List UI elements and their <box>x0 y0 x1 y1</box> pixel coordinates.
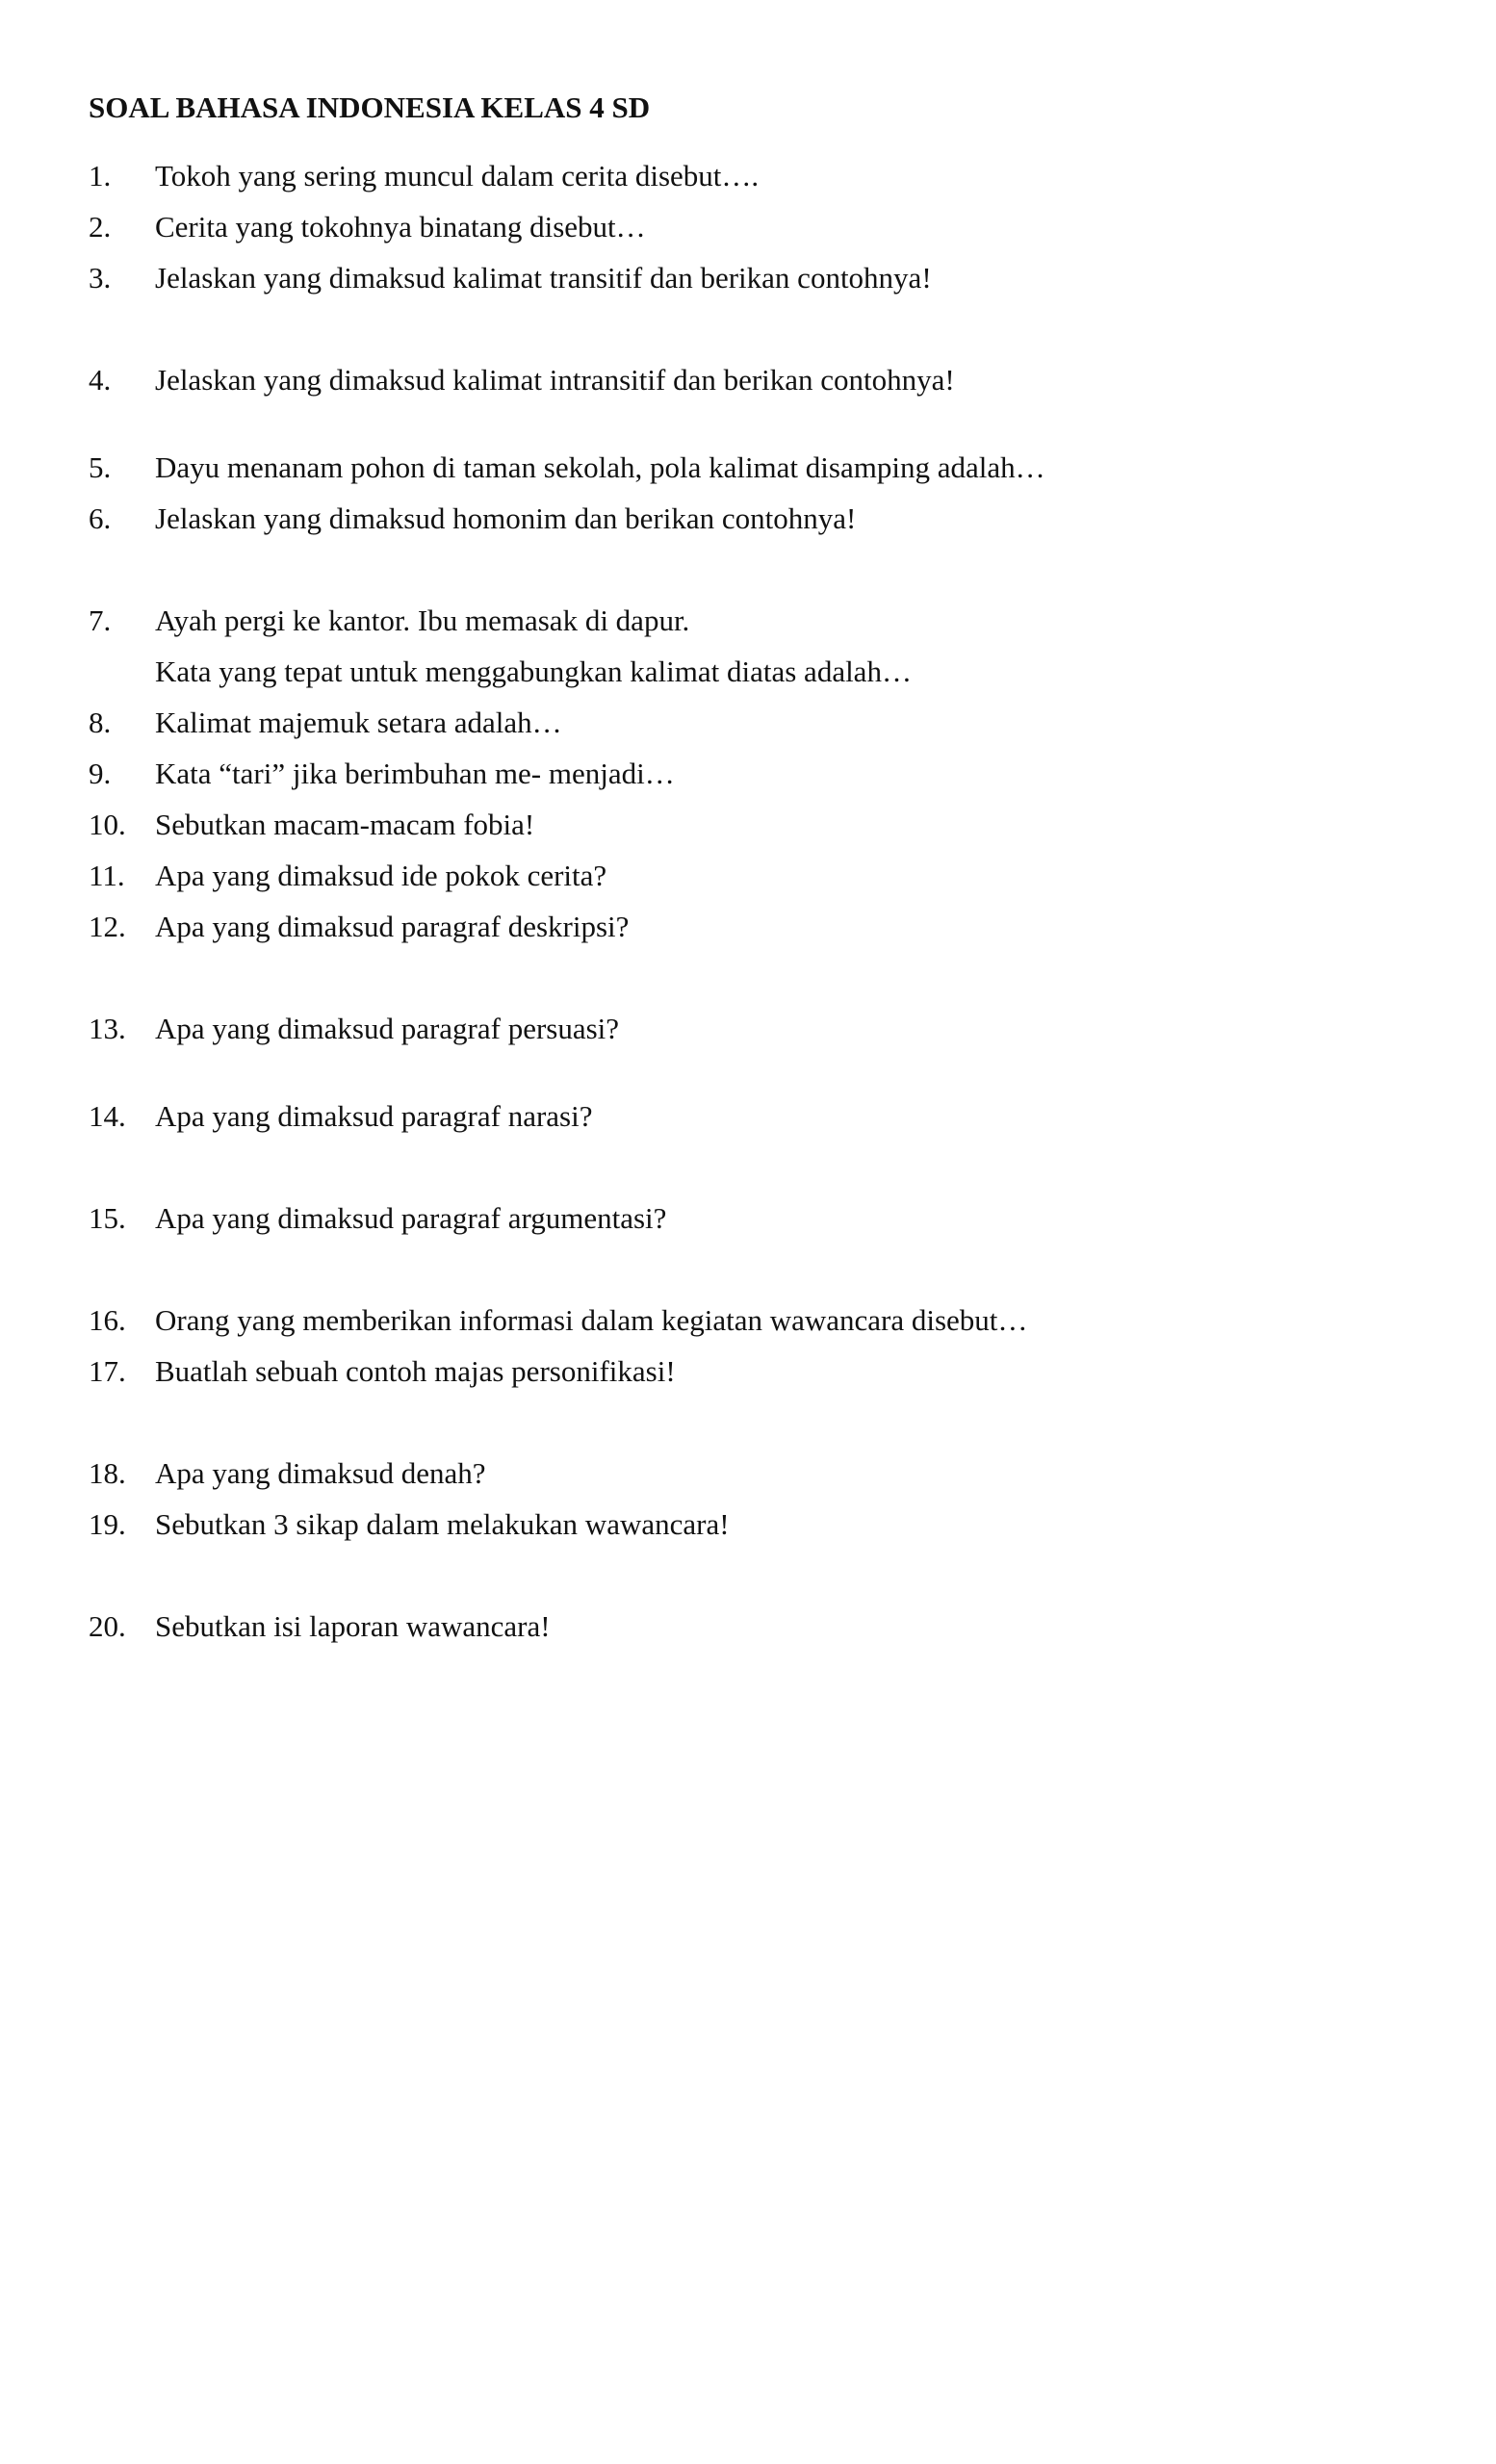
document-title: SOAL BAHASA INDONESIA KELAS 4 SD <box>89 90 651 124</box>
question-number: 3. <box>89 261 112 295</box>
question-text: Jelaskan yang dimaksud kalimat transitif dan berikan contohnya! <box>155 261 932 295</box>
question-text: Apa yang dimaksud paragraf argumentasi? <box>155 1201 667 1235</box>
question-text: Orang yang memberikan informasi dalam kegiatan wawancara disebut… <box>155 1303 1028 1337</box>
question-number: 10. <box>89 808 126 841</box>
question-text: Cerita yang tokohnya binatang disebut… <box>155 210 646 244</box>
question-number: 8. <box>89 706 112 739</box>
question-text: Kata “tari” jika berimbuhan me- menjadi… <box>155 757 675 790</box>
question-number: 19. <box>89 1507 126 1541</box>
question-number: 14. <box>89 1099 126 1133</box>
question-number: 9. <box>89 757 112 790</box>
question-number: 18. <box>89 1456 126 1490</box>
question-number: 1. <box>89 159 112 192</box>
question-number: 11. <box>89 859 125 892</box>
question-number: 4. <box>89 363 112 397</box>
question-number: 13. <box>89 1012 126 1045</box>
question-text: Apa yang dimaksud denah? <box>155 1456 486 1490</box>
question-text: Sebutkan 3 sikap dalam melakukan wawancara! <box>155 1507 730 1541</box>
question-text: Apa yang dimaksud paragraf deskripsi? <box>155 910 630 943</box>
question-text: Tokoh yang sering muncul dalam cerita disebut…. <box>155 159 760 192</box>
question-number: 20. <box>89 1609 126 1643</box>
question-text: Sebutkan isi laporan wawancara! <box>155 1609 551 1643</box>
question-text: Dayu menanam pohon di taman sekolah, pola kalimat disamping adalah… <box>155 450 1045 484</box>
question-text: Kalimat majemuk setara adalah… <box>155 706 562 739</box>
question-number: 17. <box>89 1354 126 1388</box>
question-number: 6. <box>89 501 112 535</box>
question-text: Sebutkan macam-macam fobia! <box>155 808 535 841</box>
question-number: 16. <box>89 1303 126 1337</box>
question-text: Apa yang dimaksud paragraf narasi? <box>155 1099 593 1133</box>
question-number: 15. <box>89 1201 126 1235</box>
question-text: Buatlah sebuah contoh majas personifikasi! <box>155 1354 676 1388</box>
question-text: Jelaskan yang dimaksud homonim dan berikan contohnya! <box>155 501 857 535</box>
question-text: Jelaskan yang dimaksud kalimat intransitif dan berikan contohnya! <box>155 363 955 397</box>
question-text: Apa yang dimaksud ide pokok cerita? <box>155 859 607 892</box>
question-text: Apa yang dimaksud paragraf persuasi? <box>155 1012 620 1045</box>
question-number: 7. <box>89 603 112 637</box>
question-number: 2. <box>89 210 112 244</box>
question-number: 12. <box>89 910 126 943</box>
question-number: 5. <box>89 450 112 484</box>
question-text: Ayah pergi ke kantor. Ibu memasak di dapur. <box>155 603 690 637</box>
question-text-continuation: Kata yang tepat untuk menggabungkan kalimat diatas adalah… <box>155 654 912 688</box>
